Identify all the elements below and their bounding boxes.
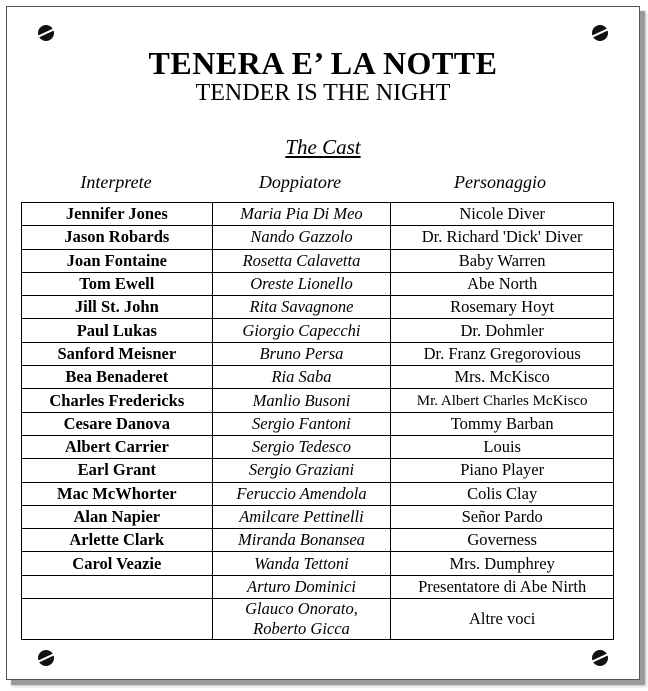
character-cell: Colis Clay xyxy=(391,482,614,505)
table-row xyxy=(22,226,614,249)
character-cell: Dr. Franz Gregorovious xyxy=(391,342,614,365)
character-cell: Altre voci xyxy=(391,599,614,640)
table-row xyxy=(22,599,614,640)
character-cell: Dr. Richard 'Dick' Diver xyxy=(391,226,614,249)
actor-cell: Jill St. John xyxy=(22,296,213,319)
character-cell: Mr. Albert Charles McKisco xyxy=(391,389,614,412)
actor-cell: Jennifer Jones xyxy=(22,203,213,226)
dubber-cell: Wanda Tettoni xyxy=(212,552,391,575)
dubber-cell: Ria Saba xyxy=(212,366,391,389)
actor-cell: Jason Robards xyxy=(22,226,213,249)
cast-table xyxy=(21,202,614,640)
table-row xyxy=(22,459,614,482)
actor-cell: Joan Fontaine xyxy=(22,249,213,272)
column-header-character: Personaggio xyxy=(454,172,546,192)
character-cell: Señor Pardo xyxy=(391,505,614,528)
table-row xyxy=(22,366,614,389)
dubber-cell: Arturo Dominici xyxy=(212,575,391,598)
page-subtitle: TENDER IS THE NIGHT xyxy=(195,80,451,106)
character-cell: Mrs. McKisco xyxy=(391,366,614,389)
column-header-actor: Interprete xyxy=(80,172,152,192)
dubber-cell: Bruno Persa xyxy=(212,342,391,365)
page-title: TENERA E’ LA NOTTE xyxy=(148,45,498,81)
column-header-dubber: Doppiatore xyxy=(258,172,342,192)
actor-cell: Arlette Clark xyxy=(22,529,213,552)
table-row xyxy=(22,435,614,458)
character-cell: Nicole Diver xyxy=(391,203,614,226)
dubber-cell: Giorgio Capecchi xyxy=(212,319,391,342)
character-cell: Rosemary Hoyt xyxy=(391,296,614,319)
dubber-cell: Sergio Graziani xyxy=(212,459,391,482)
dubber-cell: Rosetta Calavetta xyxy=(212,249,391,272)
cast-plaque xyxy=(6,6,640,680)
character-cell: Tommy Barban xyxy=(391,412,614,435)
actor-cell: Carol Veazie xyxy=(22,552,213,575)
actor-cell xyxy=(22,575,213,598)
character-cell: Abe North xyxy=(391,272,614,295)
actor-cell xyxy=(22,599,213,640)
table-row xyxy=(22,296,614,319)
actor-cell: Tom Ewell xyxy=(22,272,213,295)
dubber-cell: Sergio Tedesco xyxy=(212,435,391,458)
table-row xyxy=(22,575,614,598)
table-row xyxy=(22,272,614,295)
actor-cell: Cesare Danova xyxy=(22,412,213,435)
dubber-cell: Nando Gazzolo xyxy=(212,226,391,249)
actor-cell: Charles Fredericks xyxy=(22,389,213,412)
dubber-line: Roberto Gicca xyxy=(253,619,350,639)
character-cell: Piano Player xyxy=(391,459,614,482)
dubber-cell: Oreste Lionello xyxy=(212,272,391,295)
actor-cell: Earl Grant xyxy=(22,459,213,482)
actor-cell: Alan Napier xyxy=(22,505,213,528)
dubber-cell: Amilcare Pettinelli xyxy=(212,505,391,528)
table-row xyxy=(22,529,614,552)
table-row xyxy=(22,389,614,412)
character-cell: Baby Warren xyxy=(391,249,614,272)
dubber-cell: Rita Savagnone xyxy=(212,296,391,319)
character-cell: Mrs. Dumphrey xyxy=(391,552,614,575)
character-cell: Governess xyxy=(391,529,614,552)
actor-cell: Bea Benaderet xyxy=(22,366,213,389)
screw-icon xyxy=(592,650,608,666)
dubber-cell: Maria Pia Di Meo xyxy=(212,203,391,226)
table-row xyxy=(22,412,614,435)
table-row xyxy=(22,482,614,505)
table-row xyxy=(22,249,614,272)
table-row xyxy=(22,552,614,575)
actor-cell: Sanford Meisner xyxy=(22,342,213,365)
dubber-cell xyxy=(212,599,391,640)
dubber-cell: Sergio Fantoni xyxy=(212,412,391,435)
screw-icon xyxy=(38,650,54,666)
character-cell: Presentatore di Abe Nirth xyxy=(391,575,614,598)
table-row xyxy=(22,203,614,226)
actor-cell: Albert Carrier xyxy=(22,435,213,458)
table-row xyxy=(22,342,614,365)
character-cell: Dr. Dohmler xyxy=(391,319,614,342)
dubber-line: Glauco Onorato, xyxy=(245,599,358,619)
dubber-cell: Miranda Bonansea xyxy=(212,529,391,552)
screw-icon xyxy=(38,25,54,41)
actor-cell: Mac McWhorter xyxy=(22,482,213,505)
character-cell: Louis xyxy=(391,435,614,458)
table-row xyxy=(22,319,614,342)
actor-cell: Paul Lukas xyxy=(22,319,213,342)
table-row xyxy=(22,505,614,528)
dubber-cell: Manlio Busoni xyxy=(212,389,391,412)
screw-icon xyxy=(592,25,608,41)
dubber-cell: Feruccio Amendola xyxy=(212,482,391,505)
section-heading: The Cast xyxy=(285,135,361,159)
